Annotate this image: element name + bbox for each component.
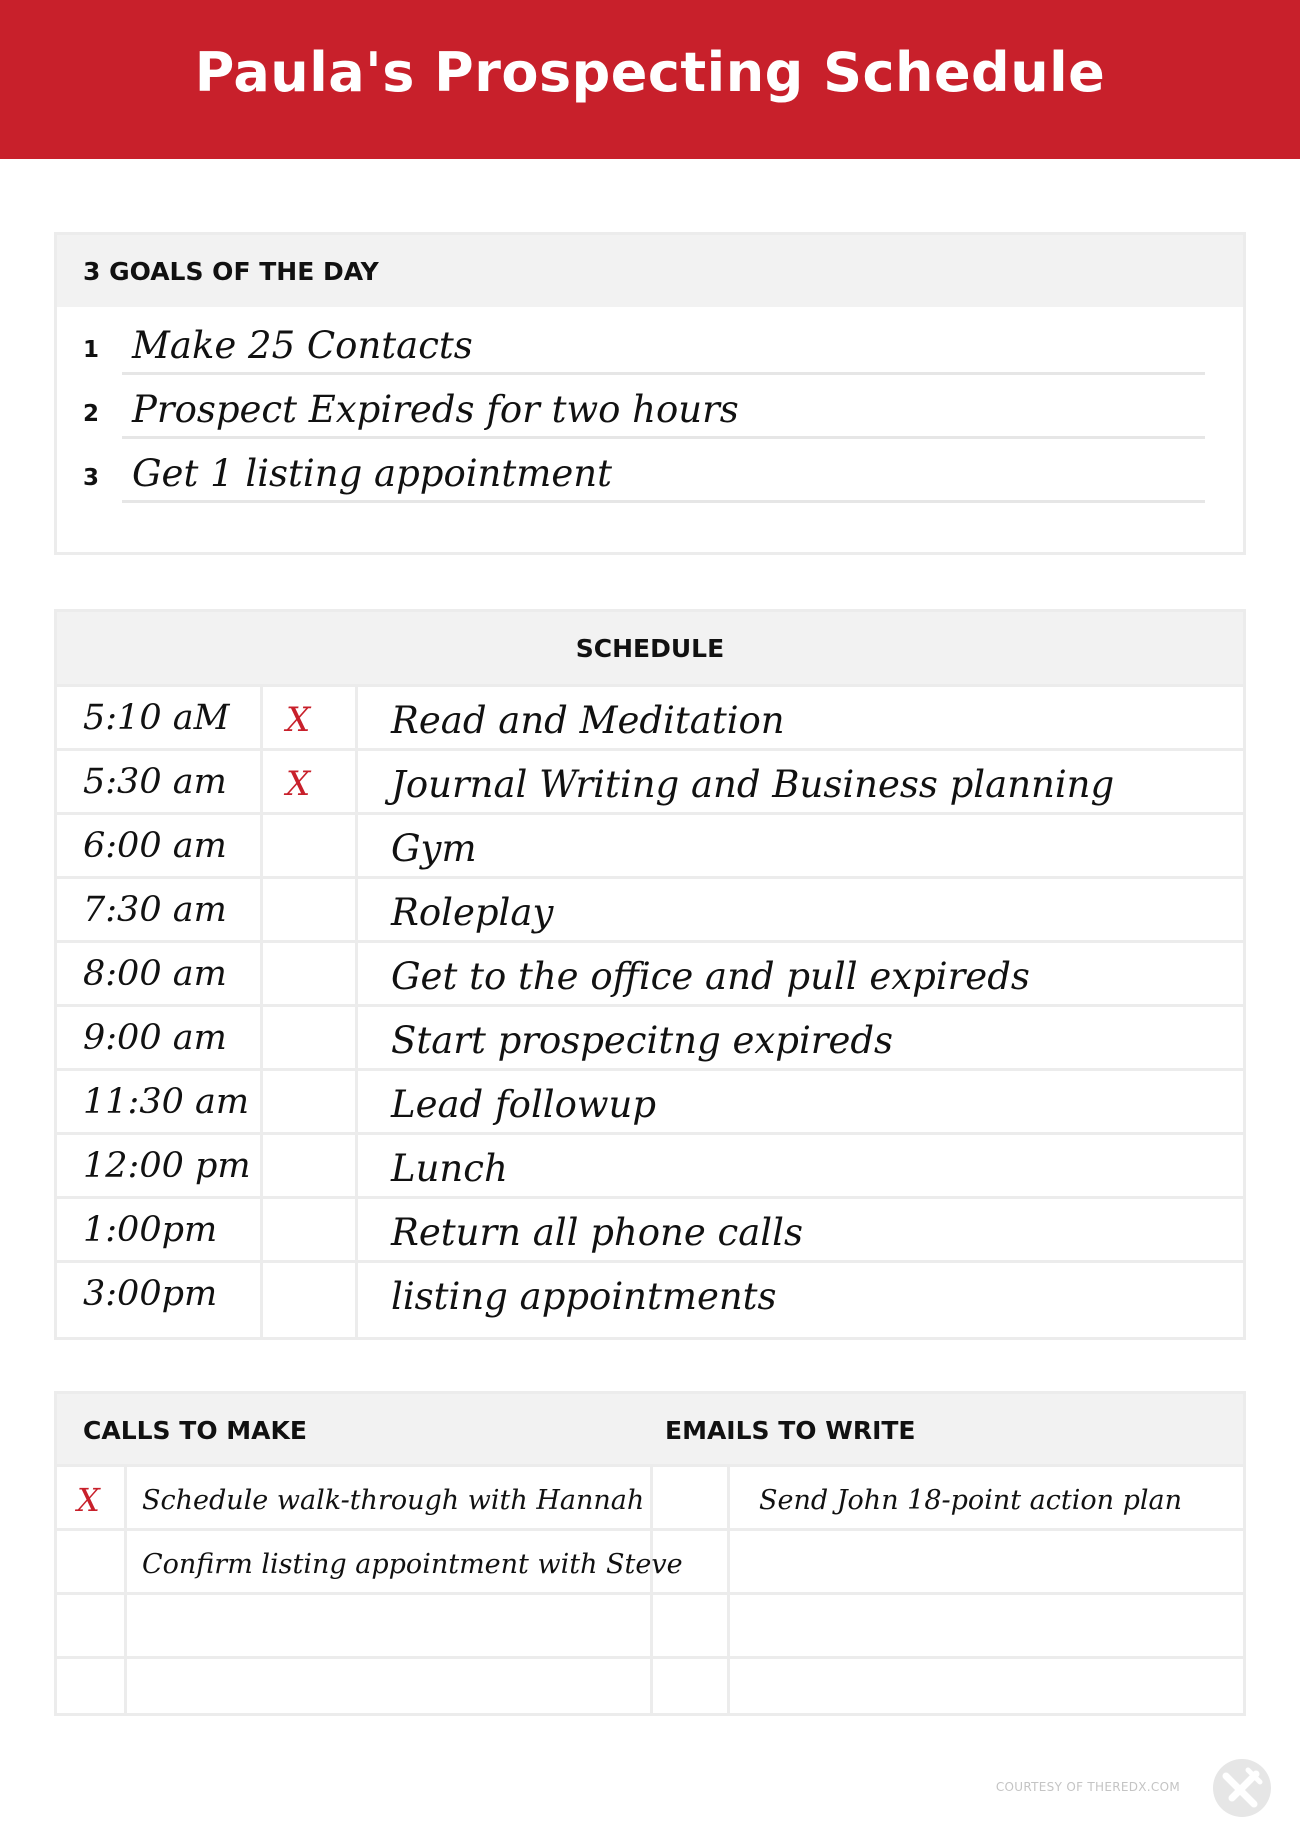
schedule-task: Start prospecitng expireds [391, 1019, 894, 1062]
done-check-mark: X [286, 700, 311, 740]
schedule-time: 7:30 am [83, 890, 227, 930]
schedule-time: 5:30 am [83, 762, 227, 802]
schedule-row [57, 748, 1243, 812]
schedule-row [57, 940, 1243, 1004]
schedule-row [57, 876, 1243, 940]
schedule-section [54, 609, 1246, 1340]
goals-title: 3 GOALS OF THE DAY [83, 256, 379, 286]
goal-number: 2 [83, 401, 100, 427]
schedule-time: 9:00 am [83, 1018, 227, 1058]
done-check-mark: X [77, 1481, 100, 1519]
goal-text: Prospect Expireds for two hours [132, 388, 739, 431]
list-row [57, 1592, 1243, 1656]
call-item: Schedule walk-through with Hannah [142, 1485, 645, 1516]
goals-title-bar [57, 235, 1243, 307]
goals-section [54, 232, 1246, 555]
schedule-time: 12:00 pm [83, 1146, 251, 1186]
schedule-time: 6:00 am [83, 826, 227, 866]
schedule-task: Gym [391, 827, 477, 870]
schedule-time: 8:00 am [83, 954, 227, 994]
calls-title: CALLS TO MAKE [83, 1416, 307, 1445]
schedule-task: Roleplay [391, 891, 554, 934]
goal-number: 3 [83, 465, 100, 491]
schedule-task: listing appointments [391, 1275, 777, 1318]
calls-emails-section [54, 1391, 1246, 1716]
schedule-title: SCHEDULE [575, 633, 725, 663]
calls-emails-title-bar [57, 1394, 1243, 1464]
schedule-task: Return all phone calls [391, 1211, 803, 1254]
schedule-row [57, 1004, 1243, 1068]
schedule-time: 3:00pm [83, 1274, 218, 1314]
page-title: Paula's Prospecting Schedule [194, 41, 1106, 104]
schedule-title-bar [57, 612, 1243, 684]
list-row [57, 1656, 1243, 1720]
goal-text: Get 1 listing appointment [132, 452, 612, 495]
schedule-row [57, 1260, 1243, 1324]
goal-item [57, 439, 1243, 503]
schedule-row [57, 1132, 1243, 1196]
schedule-task: Journal Writing and Business planning [391, 763, 1115, 806]
goal-item [57, 375, 1243, 439]
emails-title: EMAILS TO WRITE [665, 1416, 916, 1445]
header-bar [0, 0, 1300, 159]
redx-logo-icon [1212, 1758, 1272, 1818]
call-item: Confirm listing appointment with Steve [142, 1549, 683, 1580]
list-row [57, 1528, 1243, 1592]
schedule-row [57, 1196, 1243, 1260]
schedule-row [57, 812, 1243, 876]
schedule-row [57, 684, 1243, 748]
goal-text: Make 25 Contacts [132, 324, 473, 367]
done-check-mark: X [286, 764, 311, 804]
schedule-time: 5:10 aM [83, 698, 230, 738]
goal-item [57, 311, 1243, 375]
schedule-time: 1:00pm [83, 1210, 218, 1250]
schedule-task: Read and Meditation [391, 699, 785, 742]
goal-line [122, 500, 1205, 503]
schedule-time: 11:30 am [83, 1082, 250, 1122]
footer-credit: COURTESY OF THEREDX.COM [995, 1780, 1180, 1794]
goal-number: 1 [83, 337, 100, 363]
email-item: Send John 18-point action plan [759, 1485, 1182, 1516]
schedule-task: Lunch [391, 1147, 508, 1190]
schedule-task: Get to the office and pull expireds [391, 955, 1030, 998]
schedule-row [57, 1068, 1243, 1132]
list-row [57, 1464, 1243, 1528]
schedule-task: Lead followup [391, 1083, 657, 1126]
